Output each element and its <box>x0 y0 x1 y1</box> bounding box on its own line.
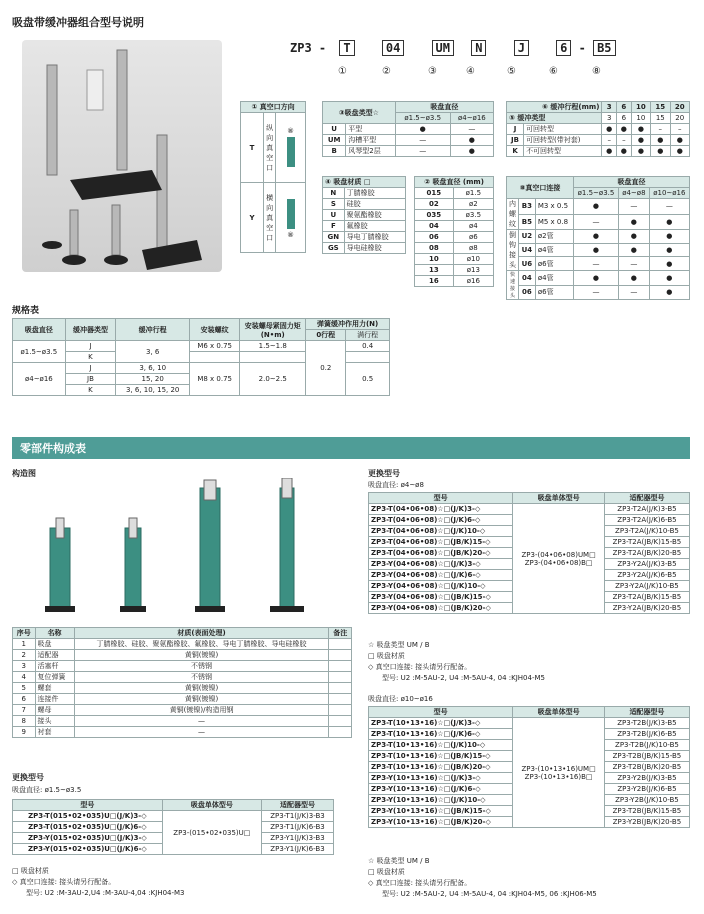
table-row: ZP3-T(015•02•035)U□(J/K)6-◇ ZP3-T1(J/K)6-B3 <box>13 822 334 833</box>
table-row: 10 ø10 <box>415 254 494 265</box>
product-photo <box>22 40 222 272</box>
material-header: ④ 吸盘材质 □ <box>323 177 406 188</box>
spec-title: 规格表 <box>12 306 40 316</box>
buffer-table: ⑥ 缓冲行程(mm) 3 6 10 15 20 ⑤ 缓冲类型 3 6 10 15 20 J 可回转型 ● ● ● – – JB 可回转型(带衬套) – – ● ● ● K 不可回转型 ● ● ● ● ● <box>506 101 690 157</box>
table-row: GS 导电硅橡胶 <box>323 243 406 254</box>
table-row: 6 连接件 黄铜(镀镍) <box>13 694 352 705</box>
section-bar: 零部件构成表 <box>12 437 690 459</box>
repl2-sub: 吸盘直径: ø4~ø8 <box>368 481 424 489</box>
repl3-notes: ☆ 吸盘类型 UM / B □ 吸盘材质 ◇ 真空口连接: 接头请另行配备。 型号: U2 :M-5AU-2, U4 :M-5AU-4, 04 :KJH04-M5, 06 :KJH06-M5 <box>368 857 597 898</box>
product-illustration <box>22 40 222 272</box>
page-title: 吸盘带缓冲器组合型号说明 <box>12 16 144 29</box>
table-row: ZP3-Y(015•02•035)U□(J/K)6-◇ ZP3-Y1(J/K)6-B3 <box>13 844 334 855</box>
table-row: GN 导电丁腈橡胶 <box>323 232 406 243</box>
model-code: ZP3 - T 04 UM N J 6 - B5 <box>290 40 620 56</box>
table-row: U 聚氨酯橡胶 <box>323 210 406 221</box>
table-row: B 风琴型2层 — ● <box>323 146 494 157</box>
table-row: K <box>13 352 390 363</box>
code-num-5: ⑤ <box>507 66 516 77</box>
table-row: 06 ø6 <box>415 232 494 243</box>
table-row: ZP3-T(04•06•08)☆□(J/K)6-◇ ZP3-T2A(J/K)6-B5 <box>369 515 690 526</box>
table-row: 5 螺套 黄铜(镀镍) <box>13 683 352 694</box>
structure-title: 构造图 <box>12 469 36 478</box>
table-row: 8 接头 — <box>13 716 352 727</box>
table-row: 2 适配器 黄铜(镀镍) <box>13 650 352 661</box>
table-row: 02 ø2 <box>415 199 494 210</box>
pad-sub-2: ø4~ø16 <box>450 113 493 124</box>
table-row: 内螺纹 B3 M3 x 0.5 ● — — <box>507 199 690 215</box>
table-row: ZP3-T(10•13•16)☆□(J/K)3-◇ ZP3-(10•13•16)UM□ ZP3-(10•13•16)B□ ZP3-T2B(J/K)3-B5 <box>369 718 690 729</box>
code-num-8: ⑧ <box>592 66 601 77</box>
table-row: 1 吸盘 丁腈橡胶、硅胶、聚氨酯橡胶、氟橡胶、导电丁腈橡胶、导电硅橡胶 <box>13 639 352 650</box>
repl1-table: 型号 吸盘单体型号 适配器型号 ZP3-T(015•02•035)U□(J/K)3-◇ ZP3-(015•02•035)U□ ZP3-T1(J/K)3-B3 ZP3-T(015•02•035)U□(J/K)6-◇ ZP3-T1(J/K)6-B3 ZP3-Y(015•02•035)U□(J/K)3-◇ ZP3-Y1(J/K)3-B3 ZP3-Y(015•02•035)U□(J/K)6-◇ ZP3-Y1(J/K)6-B3 <box>12 799 334 855</box>
table-row: 08 ø8 <box>415 243 494 254</box>
table-row: N 丁腈橡胶 <box>323 188 406 199</box>
repl1-sub: 吸盘直径: ø1.5~ø3.5 <box>12 786 82 794</box>
table-row: F 氟橡胶 <box>323 221 406 232</box>
vac-dir-y-mark: ⑧ <box>276 183 306 253</box>
table-row: JB 可回转型(带衬套) – – ● ● ● <box>507 135 690 146</box>
table-row: 7 螺母 黄铜(镀镍)/构造用钢 <box>13 705 352 716</box>
table-row: ZP3-T(10•13•16)☆□(JB/K)15-◇ ZP3-T2B(JB/K)15-B5 <box>369 751 690 762</box>
table-row: UM 沟槽平型 — ● <box>323 135 494 146</box>
vac-dir-table <box>240 101 306 253</box>
repl3-pad: ZP3-(10•13•16)UM□ ZP3-(10•13•16)B□ <box>513 718 605 828</box>
repl2-table: 型号 吸盘单体型号 适配器型号 ZP3-T(04•06•08)☆□(J/K)3-◇ ZP3-(04•06•08)UM□ ZP3-(04•06•08)B□ ZP3-T2A(J/K)3-B5 ZP3-T(04•06•08)☆□(J/K)6-◇ ZP3-T2A(J/K)6-B5 ZP3-T(04•06•08)☆□(J/K)10-◇ ZP3-T2A(J/K)10-B5 ZP3-T(04•06•08)☆□(JB/K)15-◇ ZP3-T2A(JB/K)15-B5 ZP3-T(04•06•08)☆□(JB/K)20-◇ ZP3-T2A(JB/K)20-B5 ZP3-Y(04•06•08)☆□(J/K)3-◇ ZP3-Y2A(J/K)3-B5 ZP3-Y(04•06•08)☆□(J/K)6-◇ ZP3-Y2A(J/K)6-B5 ZP3-Y(04•06•08)☆□(J/K)10-◇ ZP3-Y2A(J/K)10-B5 ZP3-Y(04•06•08)☆□(JB/K)15-◇ ZP3-T2A(JB/K)15-B5 ZP3-Y(04•06•08)☆□(JB/K)20-◇ ZP3-Y2A(JB/K)20-B5 <box>368 492 690 614</box>
table-row: J 可回转型 ● ● ● – – <box>507 124 690 135</box>
table-row: ø1.5~ø3.5 J 3, 6 M6 x 0.75 1.5~1.8 0.2 0.4 <box>13 341 390 352</box>
diameter-header: ② 吸盘直径 (mm) <box>415 177 494 188</box>
vac-dir-t-desc: 纵向真空口 <box>264 113 276 183</box>
repl3-table: 型号 吸盘单体型号 适配器型号 ZP3-T(10•13•16)☆□(J/K)3-◇ ZP3-(10•13•16)UM□ ZP3-(10•13•16)B□ ZP3-T2B(J/K)3-B5 ZP3-T(10•13•16)☆□(J/K)6-◇ ZP3-T2B(J/K)6-B5 ZP3-T(10•13•16)☆□(J/K)10-◇ ZP3-T2B(J/K)10-B5 ZP3-T(10•13•16)☆□(JB/K)15-◇ ZP3-T2B(JB/K)15-B5 ZP3-T(10•13•16)☆□(JB/K)20-◇ ZP3-T2B(JB/K)20-B5 ZP3-Y(10•13•16)☆□(J/K)3-◇ ZP3-Y2B(J/K)3-B5 ZP3-Y(10•13•16)☆□(J/K)6-◇ ZP3-Y2B(J/K)6-B5 ZP3-Y(10•13•16)☆□(J/K)10-◇ ZP3-Y2B(J/K)10-B5 ZP3-Y(10•13•16)☆□(JB/K)15-◇ ZP3-T2B(JB/K)15-B5 ZP3-Y(10•13•16)☆□(JB/K)20-◇ ZP3-Y2B(JB/K)20-B5 <box>368 706 690 828</box>
vac-dir-y-desc: 横向真空口 <box>264 183 276 253</box>
table-row: ZP3-T(04•06•08)☆□(J/K)10-◇ ZP3-T2A(J/K)10-B5 <box>369 526 690 537</box>
table-row: 035 ø3.5 <box>415 210 494 221</box>
code-part-6: 6 <box>556 40 571 56</box>
table-row: 16 ø16 <box>415 276 494 287</box>
vac-dir-y: Y <box>241 183 264 253</box>
table-row: 13 ø13 <box>415 265 494 276</box>
repl1-title: 更换型号 <box>12 773 44 782</box>
vac-conn-header: ⑧真空口连接 <box>507 177 574 199</box>
pad-sub-1: ø1.5~ø3.5 <box>395 113 450 124</box>
table-row: ZP3-T(04•06•08)☆□(JB/K)20-◇ ZP3-T2A(JB/K)20-B5 <box>369 548 690 559</box>
buffer-type-header: ⑤ 缓冲类型 <box>507 113 602 124</box>
table-row: B5 M5 x 0.8 — ● ● <box>507 214 690 230</box>
repl2-title: 更换型号 <box>368 469 400 478</box>
diameter-table <box>414 176 494 287</box>
table-row: 3 活塞杆 不锈钢 <box>13 661 352 672</box>
table-row: 快速接头 04 ø4管 ● ● ● <box>507 271 690 286</box>
table-row: ZP3-Y(10•13•16)☆□(JB/K)20-◇ ZP3-Y2B(JB/K)20-B5 <box>369 817 690 828</box>
structure-diagram <box>30 478 330 620</box>
table-row: K 不可回转型 ● ● ● ● ● <box>507 146 690 157</box>
table-row: U6 ø6管 — — ● <box>507 257 690 271</box>
code-num-1: ① <box>338 66 347 77</box>
table-row: U 平型 ● — <box>323 124 494 135</box>
table-row: 倒钩接头 U2 ø2管 ● ● ● <box>507 230 690 244</box>
table-row: 015 ø1.5 <box>415 188 494 199</box>
table-row: K 3, 6, 10, 15, 20 <box>13 385 390 396</box>
vac-dir-t: T <box>241 113 264 183</box>
code-part-2: 04 <box>382 40 404 56</box>
vac-conn-table: ⑧真空口连接 吸盘直径 ø1.5~ø3.5 ø4~ø8 ø10~ø16 内螺纹 B3 M3 x 0.5 ● — — B5 M5 x 0.8 — ● ● 倒钩接头 U2 ø2管 ● ● ● U4 ø4管 ● ● ● U6 ø6管 — — ● 快速接头 04 ø4管 ● ● ● 06 ø6管 — — ● <box>506 176 690 300</box>
table-row: ZP3-T(10•13•16)☆□(J/K)6-◇ ZP3-T2B(J/K)6-B5 <box>369 729 690 740</box>
code-num-4: ④ <box>466 66 475 77</box>
spec-table: 吸盘直径 缓冲器类型 缓冲行程 安装螺纹 安装螺母紧固力矩(N•m) 弹簧缓冲作用力(N) 0行程 满行程 ø1.5~ø3.5 J 3, 6 M6 x 0.75 1.5~1.8 0.2 0.4 K ø4~ø16 J 3, 6, 10 M8 x 0.75 2.0~2.5 0.5 JB 15, 20 K 3, 6, 10, 15, 20 <box>12 318 390 396</box>
table-row: ZP3-Y(10•13•16)☆□(J/K)6-◇ ZP3-Y2B(J/K)6-B5 <box>369 784 690 795</box>
vac-dir-t-mark: ⑧ <box>276 113 306 183</box>
pad-type-table <box>322 101 494 157</box>
table-row: JB 15, 20 <box>13 374 390 385</box>
table-row: ø4~ø16 J 3, 6, 10 M8 x 0.75 2.0~2.5 0.5 <box>13 363 390 374</box>
repl2-pad: ZP3-(04•06•08)UM□ ZP3-(04•06•08)B□ <box>513 504 605 614</box>
table-row: ZP3-Y(10•13•16)☆□(J/K)3-◇ ZP3-Y2B(J/K)3-B5 <box>369 773 690 784</box>
table-row: U4 ø4管 ● ● ● <box>507 243 690 257</box>
table-row: ZP3-Y(015•02•035)U□(J/K)3-◇ ZP3-Y1(J/K)3-B3 <box>13 833 334 844</box>
repl1-notes: □ 吸盘材质 ◇ 真空口连接: 接头请另行配备。 型号: U2 :M-3AU-2,U4 :M-3AU-4,04 :KJH04-M3 <box>12 867 185 897</box>
code-num-6: ⑥ <box>549 66 558 77</box>
pad-diam-header: 吸盘直径 <box>395 102 493 113</box>
table-row: ZP3-T(04•06•08)☆□(JB/K)15-◇ ZP3-T2A(JB/K)15-B5 <box>369 537 690 548</box>
parts-table: 序号 名称 材质(表面处理) 备注 1 吸盘 丁腈橡胶、硅胶、聚氨酯橡胶、氟橡胶、导电丁腈橡胶、导电硅橡胶 2 适配器 黄铜(镀镍) 3 活塞杆 不锈钢 4 复位弹簧 不锈钢 5 螺套 黄铜(镀镍) 6 连接件 黄铜(镀镍) 7 螺母 黄铜(镀镍)/构造用钢 8 接头 — 9 衬套 — <box>12 627 352 738</box>
table-row: ZP3-Y(10•13•16)☆□(J/K)10-◇ ZP3-Y2B(J/K)10-B5 <box>369 795 690 806</box>
table-row: ZP3-T(10•13•16)☆□(JB/K)20-◇ ZP3-T2B(JB/K)20-B5 <box>369 762 690 773</box>
code-num-3: ③ <box>428 66 437 77</box>
table-row: ZP3-Y(10•13•16)☆□(JB/K)15-◇ ZP3-T2B(JB/K)15-B5 <box>369 806 690 817</box>
repl2-notes: ☆ 吸盘类型 UM / B □ 吸盘材质 ◇ 真空口连接: 接头请另行配备。 型号: U2 :M-5AU-2, U4 :M-5AU-4, 04 :KJH04-M5 <box>368 641 545 682</box>
table-row: ZP3-Y(04•06•08)☆□(JB/K)20-◇ ZP3-Y2A(JB/K)20-B5 <box>369 603 690 614</box>
repl3-sub: 吸盘直径: ø10~ø16 <box>368 695 433 703</box>
table-row: ZP3-Y(04•06•08)☆□(J/K)6-◇ ZP3-Y2A(J/K)6-B5 <box>369 570 690 581</box>
table-row: 9 衬套 — <box>13 727 352 738</box>
table-row: ZP3-Y(04•06•08)☆□(J/K)10-◇ ZP3-Y2A(J/K)10-B5 <box>369 581 690 592</box>
table-row: ZP3-Y(04•06•08)☆□(J/K)3-◇ ZP3-Y2A(J/K)3-B5 <box>369 559 690 570</box>
code-part-5: J <box>514 40 529 56</box>
table-row: 4 复位弹簧 不锈钢 <box>13 672 352 683</box>
table-row: 04 ø4 <box>415 221 494 232</box>
code-part-7: B5 <box>593 40 615 56</box>
table-row: 06 ø6管 — — ● <box>507 285 690 300</box>
table-row: ZP3-T(015•02•035)U□(J/K)3-◇ ZP3-(015•02•035)U□ ZP3-T1(J/K)3-B3 <box>13 811 334 822</box>
material-table <box>322 176 406 254</box>
pad-type-header: ③吸盘类型☆ <box>323 102 396 124</box>
vac-dir-header: ① 真空口方向 <box>241 102 306 113</box>
code-part-3: UM <box>432 40 454 56</box>
code-part-4: N <box>471 40 486 56</box>
table-row: ZP3-T(10•13•16)☆□(J/K)10-◇ ZP3-T2B(J/K)10-B5 <box>369 740 690 751</box>
code-num-2: ② <box>382 66 391 77</box>
buffer-stroke-header: ⑥ 缓冲行程(mm) <box>507 102 602 113</box>
table-row: S 硅胶 <box>323 199 406 210</box>
table-row: ZP3-Y(04•06•08)☆□(JB/K)15-◇ ZP3-T2A(JB/K)15-B5 <box>369 592 690 603</box>
code-part-1: T <box>339 40 354 56</box>
code-prefix: ZP3 <box>290 41 312 55</box>
table-row: ZP3-T(04•06•08)☆□(J/K)3-◇ ZP3-(04•06•08)UM□ ZP3-(04•06•08)B□ ZP3-T2A(J/K)3-B5 <box>369 504 690 515</box>
